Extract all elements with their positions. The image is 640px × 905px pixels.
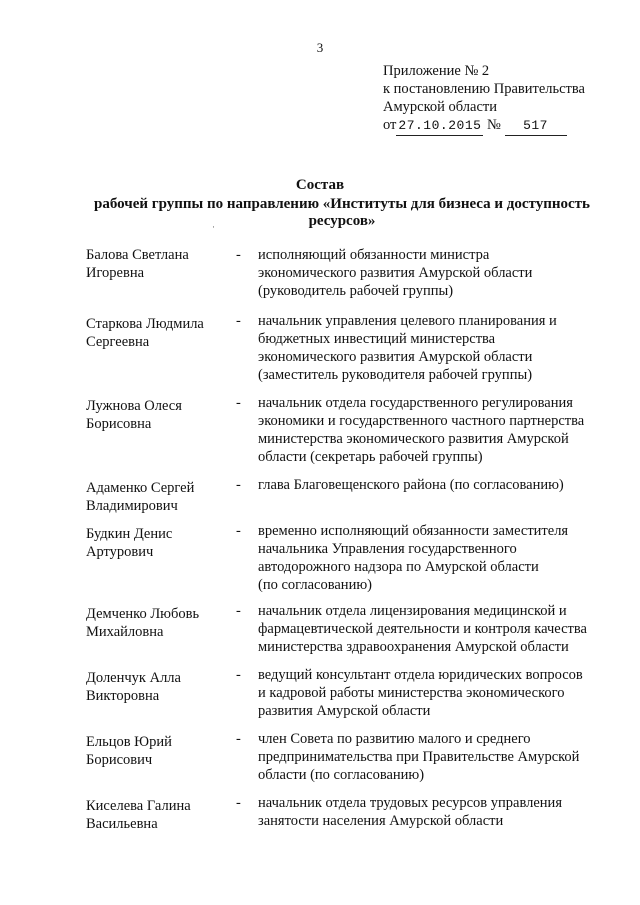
member-name-line: Борисовна (86, 416, 152, 432)
member-description-line: ведущий консультант отдела юридических вопросов (258, 667, 583, 683)
member-description-line: (заместитель руководителя рабочей группы) (258, 367, 533, 383)
member-name-line: Владимирович (86, 498, 178, 514)
member-description-line: начальник отдела государственного регулирования (258, 395, 573, 411)
member-dash: - (236, 795, 241, 811)
member-name-line: Викторовна (86, 688, 160, 704)
subtitle-line-1: рабочей группы по направлению «Институты для бизнеса и доступность (94, 196, 590, 212)
member-dash: - (236, 603, 241, 619)
member-description-line: министерства экономического развития Амурской (258, 431, 569, 447)
member-description-line: (по согласованию) (258, 577, 372, 593)
date-prefix: от (383, 117, 397, 133)
member-description (258, 246, 608, 300)
member-name (86, 733, 226, 769)
member-description (258, 794, 608, 830)
member-name-line: Сергеевна (86, 334, 150, 350)
member-name (86, 397, 226, 433)
member-description-line: развития Амурской области (258, 703, 431, 719)
member-description-line: глава Благовещенского района (по согласованию) (258, 477, 564, 493)
member-description-line: области (по согласованию) (258, 767, 425, 783)
member-description (258, 602, 608, 656)
member-description-line: области (секретарь рабочей группы) (258, 449, 483, 465)
member-description-line: министерства здравоохранения Амурской области (258, 639, 569, 655)
member-description-line: начальника Управления государственного (258, 541, 517, 557)
member-name-line: Борисович (86, 752, 153, 768)
member-description (258, 522, 608, 594)
member-description (258, 476, 608, 494)
member-description-line: предпринимательства при Правительстве Амурской (258, 749, 580, 765)
member-name-line: Старкова Людмила (86, 316, 204, 332)
member-name-line: Артурович (86, 544, 154, 560)
subtitle-line-2: ресурсов» (308, 213, 376, 229)
member-dash: - (236, 395, 241, 411)
member-description-line: временно исполняющий обязанности заместителя (258, 523, 569, 539)
member-description-line: начальник управления целевого планирования и (258, 313, 557, 329)
member-description-line: начальник отдела лицензирования медицинской и (258, 603, 567, 619)
member-description (258, 312, 608, 384)
member-name-line: Балова Светлана (86, 247, 189, 263)
member-description-line: начальник отдела трудовых ресурсов управления (258, 795, 562, 811)
member-name (86, 525, 226, 561)
page-number: 3 (316, 40, 324, 55)
document-title: Состав (295, 177, 345, 193)
member-name-line: Игоревна (86, 265, 145, 281)
attachment-line-2: к постановлению Правительства (383, 81, 585, 97)
attachment-date-line (383, 116, 585, 136)
member-name (86, 315, 226, 351)
member-name-line: Ельцов Юрий (86, 734, 172, 750)
member-description-line: экономики и государственного частного партнерства (258, 413, 585, 429)
member-description (258, 666, 608, 720)
member-name (86, 669, 226, 705)
member-dash: - (236, 731, 241, 747)
member-name-line: Михайловна (86, 624, 164, 640)
member-name-line: Васильевна (86, 816, 158, 832)
member-dash: - (236, 667, 241, 683)
member-name (86, 479, 226, 515)
member-description-line: автодорожного надзора по Амурской области (258, 559, 539, 575)
member-description-line: экономического развития Амурской области (258, 349, 533, 365)
member-dash: - (236, 247, 241, 263)
number-prefix: № (487, 117, 501, 133)
member-name-line: Киселева Галина (86, 798, 191, 814)
member-description (258, 730, 608, 784)
number-value: 517 (505, 117, 567, 136)
member-dash: - (236, 523, 241, 539)
member-description-line: (руководитель рабочей группы) (258, 283, 454, 299)
document-subtitle (82, 196, 602, 230)
member-name-line: Будкин Денис (86, 526, 173, 542)
attachment-block (383, 62, 585, 136)
member-description-line: занятости населения Амурской области (258, 813, 504, 829)
member-description (258, 394, 608, 466)
date-value: 27.10.2015 (396, 117, 483, 136)
member-description-line: и кадровой работы министерства экономического (258, 685, 565, 701)
member-description-line: член Совета по развитию малого и среднего (258, 731, 531, 747)
member-description-line: экономического развития Амурской области (258, 265, 533, 281)
member-name-line: Демченко Любовь (86, 606, 200, 622)
member-description-line: исполняющий обязанности министра (258, 247, 490, 263)
member-name-line: Доленчук Алла (86, 670, 181, 686)
member-name-line: Лужнова Олеся (86, 398, 182, 414)
scan-speck: · (212, 222, 215, 232)
member-name (86, 797, 226, 833)
member-name-line: Адаменко Сергей (86, 480, 195, 496)
member-dash: - (236, 313, 241, 329)
member-dash: - (236, 477, 241, 493)
attachment-line-3: Амурской области (383, 99, 497, 115)
member-description-line: бюджетных инвестиций министерства (258, 331, 496, 347)
member-description-line: фармацевтической деятельности и контроля качества (258, 621, 587, 637)
attachment-line-1: Приложение № 2 (383, 63, 490, 79)
member-name (86, 246, 226, 282)
member-name (86, 605, 226, 641)
